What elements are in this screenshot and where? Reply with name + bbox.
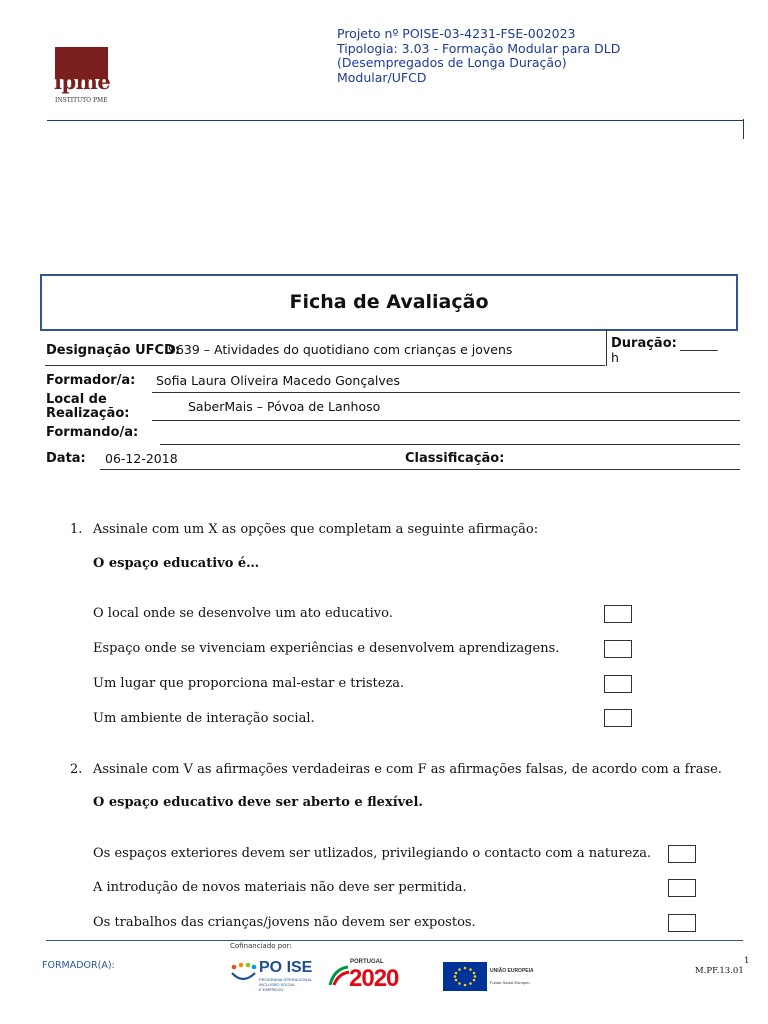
header-divider [47,120,744,121]
duracao-unit: h [611,350,619,365]
formador-underline [152,392,740,393]
statement-text: A introdução de novos materiais não deve ser permitida. [93,880,467,895]
poise-subtitle-line: E EMPREGO [259,987,284,992]
question-2-number: 2. [70,762,83,777]
project-line: Modular/UFCD [337,69,427,85]
formador-value: Sofia Laura Oliveira Macedo Gonçalves [156,373,400,388]
eu-stars-icon [443,962,487,991]
portugal-flag-icon [328,965,350,987]
classificacao-label: Classificação: [405,451,505,466]
designacao-value: 9639 – Atividades do quotidiano com crianças e jovens [168,342,513,357]
designacao-underline [45,365,605,366]
formando-underline[interactable] [160,444,740,445]
project-line: (Desempregados de Longa Duração) [337,55,567,70]
duracao-label: Duração: [611,336,677,351]
data-value: 06-12-2018 [105,451,178,466]
document-code: M.PF.13.01 [695,966,744,976]
project-info [337,27,620,85]
answer-checkbox[interactable] [604,605,632,623]
data-underline [100,469,740,470]
answer-checkbox[interactable] [604,640,632,658]
footer-divider [46,940,743,941]
ipme-logo [54,47,111,106]
duracao-separator [606,329,607,366]
local-label: Local de [46,392,107,407]
eu-text: UNIÃO EUROPEIA [490,968,534,974]
duracao-blank[interactable]: ______ [680,336,718,351]
title-box [40,274,738,331]
portugal-text: PORTUGAL [350,959,384,965]
logo-subtitle: INSTITUTO PME [55,97,108,104]
question-2-text: Assinale com V as afirmações verdadeiras e com F as afirmações falsas, de acordo com a frase. [93,762,722,777]
formador-label: Formador/a: [46,373,136,388]
portugal2020-logo [328,959,428,993]
poise-subtitle-line: INCLUSÃO SOCIAL [259,982,296,987]
question-1-lead: O espaço educativo é… [93,556,260,571]
local-underline [152,420,740,421]
p2020-text: 2020 [349,965,399,992]
statement-text: Os trabalhos das crianças/jovens não devem ser expostos. [93,915,476,930]
option-text: Um lugar que proporciona mal-estar e tristeza. [93,676,405,691]
option-text: O local onde se desenvolve um ato educativo. [93,606,393,621]
data-label: Data: [46,451,86,466]
header-divider-tick [743,119,744,139]
question-1-number: 1. [70,522,83,537]
local-value: SaberMais – Póvoa de Lanhoso [188,399,381,414]
cofinanciado-label: Cofinanciado por: [230,942,292,950]
answer-checkbox[interactable] [604,709,632,727]
poise-text: PO ISE [259,959,313,976]
answer-box[interactable] [668,845,696,863]
poise-subtitle [259,977,312,992]
answer-checkbox[interactable] [604,675,632,693]
answer-box[interactable] [668,879,696,897]
poise-logo [229,959,319,993]
project-line: Projeto nº POISE-03-4231-FSE-002023 [337,26,576,41]
option-text: Espaço onde se vivenciam experiências e desenvolvem aprendizagens. [93,641,560,656]
poise-subtitle-line: PROGRAMA OPERACIONAL [259,977,313,982]
question-2-lead: O espaço educativo deve ser aberto e flexível. [93,795,423,810]
page-title: Ficha de Avaliação [289,291,489,313]
option-text: Um ambiente de interação social. [93,711,315,726]
question-1-text: Assinale com um X as opções que completam a seguinte afirmação: [93,522,539,537]
formando-label[interactable]: Formando/a: [46,425,139,440]
eu-flag-icon [443,962,487,991]
project-line: Tipologia: 3.03 - Formação Modular para DLD [337,40,621,56]
logo-text: ipme [54,69,111,94]
answer-box[interactable] [668,914,696,932]
designacao-label: Designação UFCD: [46,343,181,358]
poise-people-icon [229,961,257,983]
statement-text: Os espaços exteriores devem ser utlizados, privilegiando o contacto com a natureza. [93,846,652,861]
footer-formador-label: FORMADOR(A): [42,960,115,971]
page-number: 1 [744,956,750,966]
local-label-line2: Realização: [46,406,130,421]
eu-fund-text: Fundo Social Europeu [490,980,530,985]
